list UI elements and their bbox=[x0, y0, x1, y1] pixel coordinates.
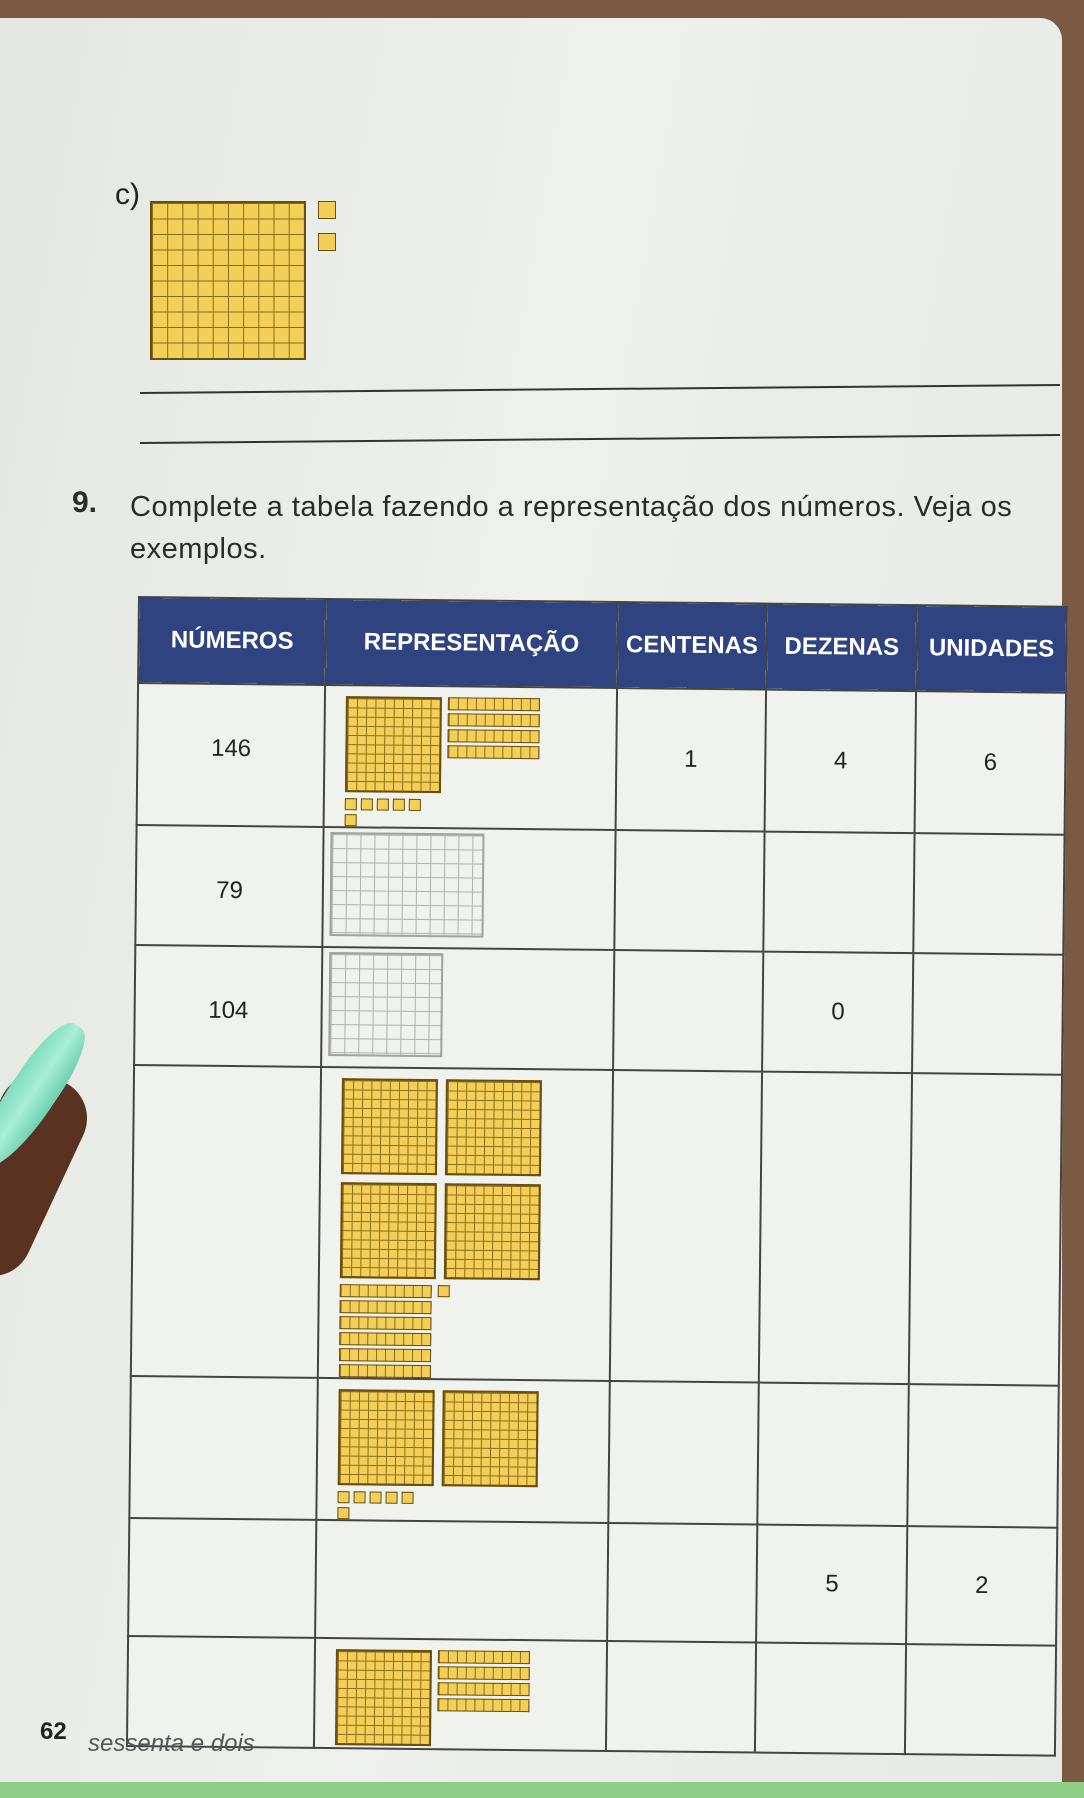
unit-cube bbox=[361, 798, 373, 810]
cell-centenas[interactable] bbox=[605, 1641, 756, 1753]
ten-rod bbox=[438, 1682, 530, 1696]
question-text: Complete a tabela fazendo a representação dos números. Veja os exemplos. bbox=[130, 491, 1013, 565]
ten-rod bbox=[340, 1300, 432, 1314]
hundred-block bbox=[150, 201, 306, 360]
hundreds-group bbox=[335, 1649, 432, 1746]
table-header-row bbox=[138, 597, 1067, 693]
ten-rod bbox=[339, 1348, 431, 1362]
hundred-block bbox=[442, 1390, 539, 1487]
ten-rod bbox=[448, 697, 540, 711]
cell-centenas[interactable] bbox=[608, 1381, 759, 1525]
hundred-block bbox=[345, 696, 442, 793]
item-c-label: c) bbox=[115, 178, 140, 211]
unit-cube bbox=[345, 798, 357, 810]
cell-representacao[interactable] bbox=[323, 827, 615, 950]
cell-centenas[interactable] bbox=[613, 950, 764, 1072]
cell-representacao[interactable] bbox=[318, 1067, 612, 1381]
representation bbox=[345, 696, 616, 829]
tens-group bbox=[448, 697, 541, 759]
table-row bbox=[135, 825, 1064, 955]
cell-representacao[interactable] bbox=[314, 1638, 606, 1751]
hundred-block bbox=[338, 1389, 435, 1486]
answer-line[interactable] bbox=[140, 434, 1060, 444]
cell-unidades[interactable] bbox=[909, 1073, 1062, 1386]
header-unidades: UNIDADES bbox=[916, 605, 1067, 693]
hundreds-group bbox=[150, 201, 306, 360]
hundred-block bbox=[335, 1649, 432, 1746]
unit-cube bbox=[354, 1491, 366, 1503]
cell-representacao[interactable] bbox=[324, 685, 617, 830]
cell-unidades[interactable] bbox=[913, 833, 1064, 955]
cell-numero[interactable]: 104 bbox=[134, 945, 323, 1067]
table-row bbox=[129, 1376, 1058, 1528]
header-numeros: NÚMEROS bbox=[138, 597, 326, 685]
ten-rod bbox=[339, 1364, 431, 1378]
tens-group bbox=[438, 1650, 531, 1712]
cell-unidades[interactable] bbox=[912, 953, 1063, 1075]
units-group bbox=[318, 201, 336, 360]
pencil-sketch bbox=[330, 832, 485, 938]
unit-cube bbox=[338, 1491, 350, 1503]
hundreds-group bbox=[340, 1078, 611, 1281]
cell-dezenas[interactable] bbox=[759, 1072, 912, 1385]
cell-representacao[interactable] bbox=[317, 1378, 610, 1523]
tens-group bbox=[339, 1284, 432, 1378]
table-row bbox=[137, 683, 1066, 835]
cell-numero[interactable]: 146 bbox=[137, 683, 326, 827]
hundreds-group bbox=[345, 696, 442, 793]
table-row bbox=[131, 1065, 1062, 1386]
ten-rod bbox=[340, 1332, 432, 1346]
unit-cube bbox=[377, 799, 389, 811]
representation bbox=[339, 1078, 611, 1380]
cell-numero[interactable] bbox=[128, 1518, 317, 1638]
ten-rod bbox=[340, 1316, 432, 1330]
cell-centenas[interactable]: 1 bbox=[615, 688, 766, 832]
cell-dezenas[interactable] bbox=[764, 832, 915, 954]
background-strip bbox=[0, 1782, 1084, 1798]
cell-unidades[interactable] bbox=[905, 1644, 1056, 1756]
unit-cube bbox=[409, 799, 421, 811]
table-row bbox=[134, 945, 1063, 1075]
table-row bbox=[127, 1636, 1056, 1756]
question-number: 9. bbox=[72, 486, 98, 519]
units-group bbox=[438, 1285, 450, 1297]
ten-rod bbox=[438, 1650, 530, 1664]
ten-rod bbox=[438, 1698, 530, 1712]
cell-numero[interactable] bbox=[131, 1065, 322, 1378]
header-representacao: REPRESENTAÇÃO bbox=[325, 599, 617, 688]
pencil-sketch bbox=[329, 952, 444, 1057]
representation bbox=[338, 1389, 609, 1522]
units-group bbox=[345, 798, 425, 827]
cell-unidades[interactable]: 6 bbox=[915, 691, 1066, 835]
unit-cube bbox=[386, 1492, 398, 1504]
header-centenas: CENTENAS bbox=[617, 602, 768, 690]
unit-cube bbox=[338, 1507, 350, 1519]
ten-rod bbox=[448, 745, 540, 759]
page-number-words: sessenta e dois bbox=[88, 1730, 255, 1757]
unit-cube bbox=[370, 1491, 382, 1503]
cell-centenas[interactable] bbox=[607, 1523, 758, 1643]
item-c-figure bbox=[150, 201, 336, 360]
unit-cube bbox=[318, 233, 336, 251]
unit-cube bbox=[345, 814, 357, 826]
unit-cube bbox=[438, 1285, 450, 1297]
workbook-page bbox=[0, 18, 1062, 1788]
cell-representacao[interactable] bbox=[315, 1520, 607, 1641]
ten-rod bbox=[448, 729, 540, 743]
ten-rod bbox=[340, 1284, 432, 1298]
unit-cube bbox=[318, 201, 336, 219]
table-row bbox=[128, 1518, 1057, 1646]
header-dezenas: DEZENAS bbox=[766, 604, 917, 692]
hundred-block bbox=[341, 1078, 438, 1175]
cell-dezenas[interactable]: 5 bbox=[757, 1525, 908, 1645]
unit-cube bbox=[402, 1492, 414, 1504]
answer-line[interactable] bbox=[140, 384, 1060, 394]
cell-dezenas[interactable]: 0 bbox=[762, 952, 913, 1074]
cell-unidades[interactable] bbox=[907, 1384, 1058, 1528]
cell-centenas[interactable] bbox=[614, 830, 765, 952]
ten-rod bbox=[448, 713, 540, 727]
cell-dezenas[interactable]: 4 bbox=[765, 690, 916, 834]
place-value-table bbox=[126, 596, 1068, 1757]
cell-centenas[interactable] bbox=[609, 1070, 762, 1383]
ten-rod bbox=[438, 1666, 530, 1680]
hundred-block bbox=[340, 1182, 437, 1279]
page-number: 62 bbox=[40, 1718, 67, 1745]
units-group bbox=[338, 1491, 418, 1520]
hundreds-group bbox=[338, 1389, 539, 1487]
cell-unidades[interactable]: 2 bbox=[906, 1526, 1057, 1646]
unit-cube bbox=[393, 799, 405, 811]
cell-numero[interactable] bbox=[129, 1376, 318, 1520]
hundred-block bbox=[444, 1183, 541, 1280]
representation bbox=[335, 1649, 605, 1748]
cell-dezenas[interactable] bbox=[755, 1643, 906, 1755]
hundred-block bbox=[445, 1079, 542, 1176]
cell-numero[interactable]: 79 bbox=[135, 825, 324, 947]
cell-dezenas[interactable] bbox=[758, 1383, 909, 1527]
cell-representacao[interactable] bbox=[321, 947, 613, 1070]
